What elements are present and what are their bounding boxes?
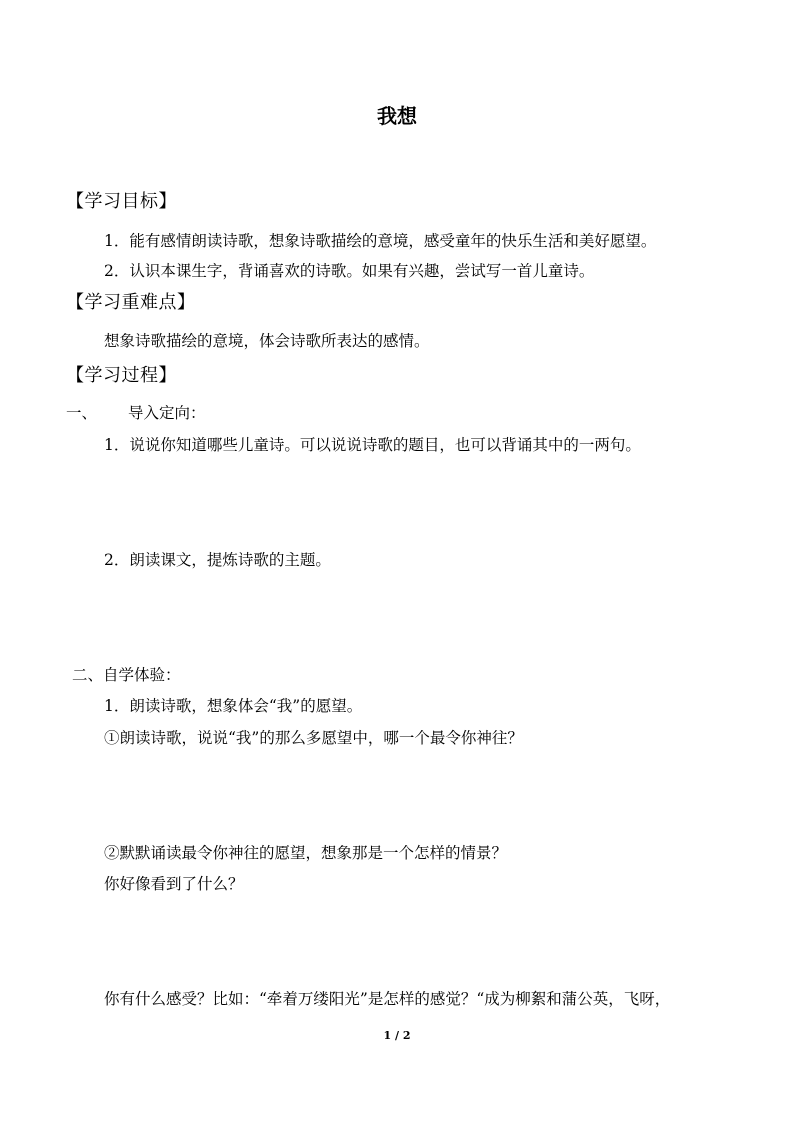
part2-label: 二、自学体验： <box>72 666 181 684</box>
page-title: 我想 <box>377 104 417 128</box>
key-points-text: 想象诗歌描绘的意境，体会诗歌所表达的感情。 <box>104 332 430 350</box>
section-heading-key-points: 【学习重难点】 <box>66 292 196 313</box>
question-3: 你有什么感受？比如：“牵着万缕阳光”是怎样的感觉？“成为柳絮和蒲公英，飞呀， <box>104 990 671 1008</box>
part1-item-1: 1．说说你知道哪些儿童诗。可以说说诗歌的题目，也可以背诵其中的一两句。 <box>104 436 641 454</box>
question-1: ①朗读诗歌，说说“我”的那么多愿望中，哪一个最令你神往？ <box>104 729 523 747</box>
goal-item-2: 2．认识本课生字，背诵喜欢的诗歌。如果有兴趣，尝试写一首儿童诗。 <box>104 262 595 280</box>
page-number: 1 / 2 <box>383 1029 411 1042</box>
section-heading-goals: 【学习目标】 <box>66 191 177 212</box>
goal-item-1: 1．能有感情朗读诗歌，想象诗歌描绘的意境，感受童年的快乐生活和美好愿望。 <box>104 232 657 250</box>
part1-label: 导入定向： <box>128 404 206 422</box>
part1-number: 一、 <box>66 404 98 422</box>
part1-item-2: 2．朗读课文，提炼诗歌的主题。 <box>104 551 331 569</box>
question-2-followup: 你好像看到了什么？ <box>104 875 244 893</box>
question-2: ②默默诵读最令你神往的愿望，想象那是一个怎样的情景？ <box>104 844 508 862</box>
part2-item-1: 1．朗读诗歌，想象体会“我”的愿望。 <box>104 697 363 715</box>
section-heading-process: 【学习过程】 <box>66 365 177 386</box>
